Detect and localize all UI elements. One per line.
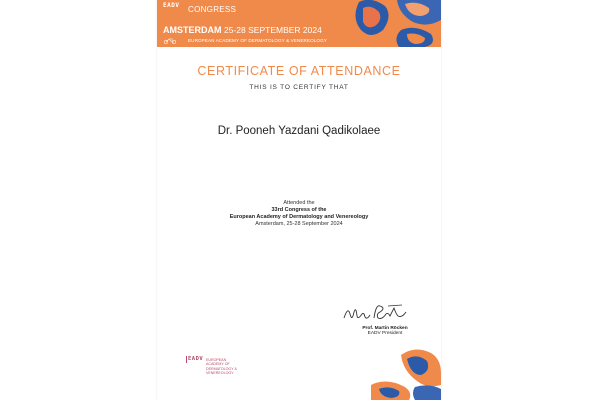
handwritten-signature (342, 300, 412, 326)
bicycle-icon (163, 38, 177, 44)
congress-city-dates (163, 25, 322, 35)
congress-dates: 25-28 SEPTEMBER 2024 (224, 25, 322, 35)
recipient-name: Dr. Pooneh Yazdani Qadikolaee (217, 125, 381, 137)
event-place-date: Amsterdam, 25-28 September 2024 (255, 221, 343, 227)
event-line-2: European Academy of Dermatology and Venereology (229, 214, 369, 220)
attended-label: Attended the (283, 200, 315, 206)
congress-label: CONGRESS (188, 5, 237, 14)
attendance-details (157, 200, 441, 228)
certificate-title: CERTIFICATE OF ATTENDANCE (197, 64, 401, 78)
footer-abstract-art (371, 345, 441, 400)
congress-city: AMSTERDAM (163, 25, 222, 35)
abstract-art-graphic (341, 0, 441, 47)
certify-line: THIS IS TO CERTIFY THAT (249, 84, 349, 91)
footer-org-line-3: DERMATOLOGY & (206, 366, 237, 371)
footer-logo-mark: EADV (188, 356, 204, 362)
certificate-page (157, 0, 441, 400)
eadv-logo (163, 3, 185, 21)
header-banner (157, 0, 441, 47)
footer-org-line-2: ACADEMY OF (206, 362, 230, 367)
eadv-logo-text: EADV (163, 2, 180, 9)
academy-name: EUROPEAN ACADEMY OF DERMATOLOGY & VENEREOLOGY (188, 38, 327, 43)
signatory-name: Prof. Martin Röcken (362, 326, 408, 331)
event-line-1: 33rd Congress of the (271, 207, 327, 213)
footer-org-line-1: EUROPEAN (206, 358, 227, 362)
footer-org-line-4: VENEREOLOGY (206, 371, 234, 376)
signatory-role: EADV President (367, 331, 403, 336)
footer-eadv-logo (186, 354, 256, 384)
footer-org-name (206, 358, 266, 376)
signatory-block (345, 326, 425, 336)
